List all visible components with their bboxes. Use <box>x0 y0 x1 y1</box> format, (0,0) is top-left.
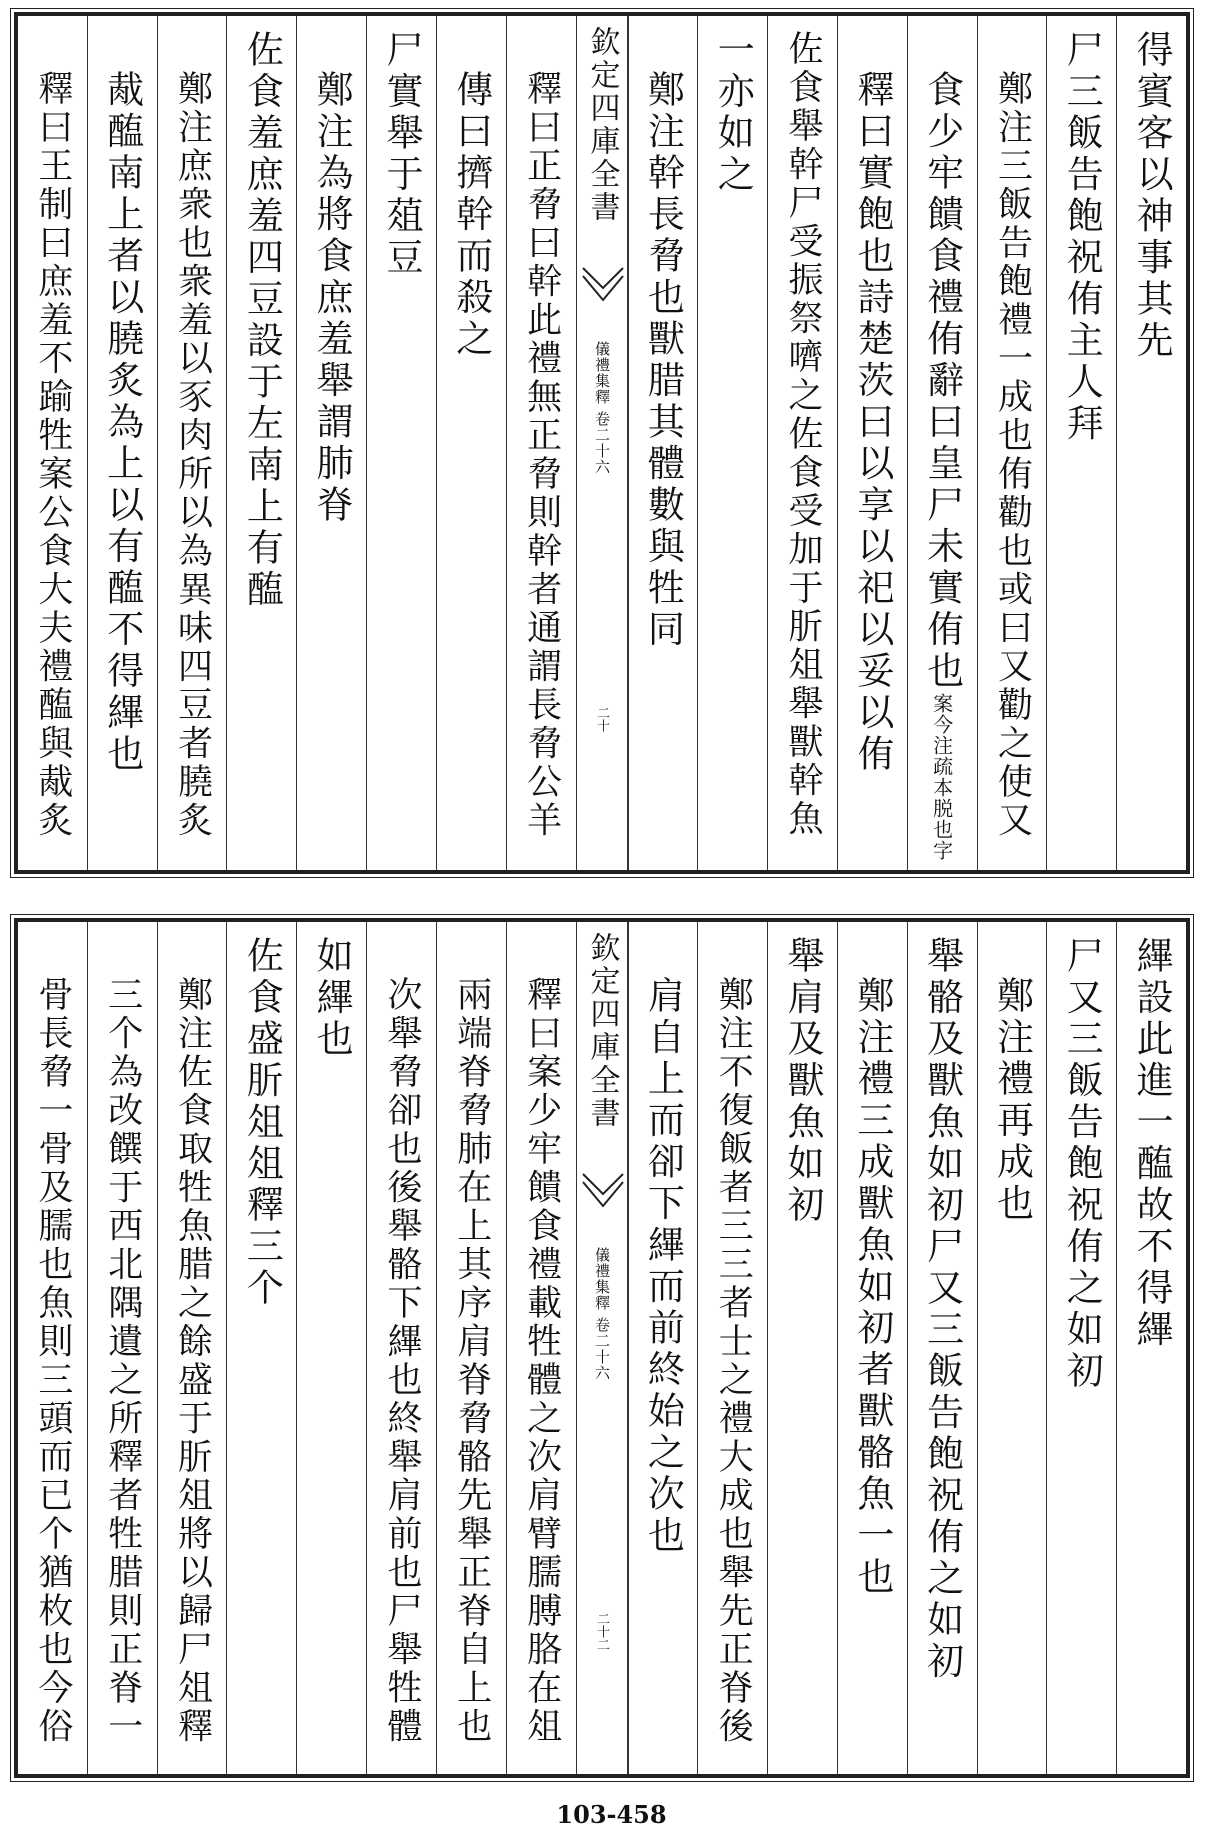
text-column <box>907 16 977 870</box>
folio-number: 二十 <box>594 706 609 732</box>
text-column <box>767 16 837 870</box>
column-main-text: 一亦如之 <box>711 30 755 196</box>
column-text <box>449 70 493 361</box>
column-main-text: 釋曰正脅曰幹此禮無正脅則幹者通謂長脅公羊 <box>521 70 562 840</box>
column-main-text: 鄭注三飯告飽禮一成也侑勸也或曰又勸之使又 <box>992 70 1033 840</box>
column-main-text: 佐食舉幹尸受振祭嚌之佐食受加于肵俎舉獸幹魚 <box>783 30 824 839</box>
lower-text-columns <box>18 922 1186 1774</box>
text-column <box>837 16 907 870</box>
center-margin-column <box>576 922 628 1774</box>
column-main-text: 鄭注不復飯者三三者士之禮大成也舉先正脊後 <box>713 976 754 1746</box>
column-text <box>920 70 964 861</box>
text-column <box>628 16 698 870</box>
column-text <box>310 936 354 1061</box>
text-column <box>977 922 1047 1774</box>
column-text <box>310 70 354 527</box>
text-column <box>366 922 436 1774</box>
column-text <box>850 976 894 1599</box>
column-text <box>992 70 1033 840</box>
column-text <box>240 936 284 1310</box>
column-text <box>711 30 755 196</box>
column-text <box>781 936 825 1227</box>
annotation-note: 案今注疏本脱也字 <box>929 692 954 861</box>
text-column <box>226 16 296 870</box>
column-text <box>379 30 423 279</box>
text-column <box>87 922 157 1774</box>
lower-page-panel <box>14 918 1190 1778</box>
text-column <box>1046 16 1116 870</box>
column-main-text: 尸又三飯告飽祝侑之如初 <box>1060 936 1104 1393</box>
volume-label: 儀禮集釋 卷二十六 <box>593 1247 611 1381</box>
column-main-text: 三个為改饌于西北隅遺之所釋者牲腊則正脊一 <box>102 976 143 1746</box>
column-text <box>641 70 685 651</box>
column-text <box>172 976 213 1746</box>
column-main-text: 食少牢饋食禮侑辭曰皇尸未實侑也 <box>920 70 964 693</box>
column-text <box>102 976 143 1746</box>
upper-page-panel <box>14 12 1190 874</box>
column-main-text: 傳曰擠幹而殺之 <box>449 70 493 361</box>
column-text <box>713 976 754 1746</box>
column-text <box>920 936 964 1683</box>
text-column <box>18 922 87 1774</box>
column-main-text: 鄭注禮再成也 <box>990 976 1034 1225</box>
column-text <box>172 70 213 840</box>
column-text <box>100 70 144 776</box>
column-text <box>1130 30 1174 362</box>
text-column <box>1046 922 1116 1774</box>
text-column <box>296 16 366 870</box>
fish-tail-mark-icon <box>581 1172 625 1212</box>
column-text <box>1130 936 1174 1351</box>
column-text <box>240 30 284 611</box>
column-main-text: 骨長脅一骨及臑也魚則三頭而已个猶枚也今俗 <box>32 976 73 1746</box>
column-text <box>1060 936 1104 1393</box>
upper-text-columns <box>18 16 1186 870</box>
column-main-text: 鄭注佐食取牲魚腊之餘盛于肵俎將以歸尸俎釋 <box>172 976 213 1746</box>
column-main-text: 佐食羞庶羞四豆設于左南上有醢 <box>240 30 284 611</box>
text-column <box>436 16 506 870</box>
text-column <box>837 922 907 1774</box>
text-column <box>977 16 1047 870</box>
column-text <box>381 976 422 1746</box>
folio-number: 二十二 <box>594 1612 609 1651</box>
volume-label: 儀禮集釋 卷二十六 <box>593 341 611 475</box>
column-main-text: 兩端脊脅肺在上其序肩脊脅骼先舉正脊自上也 <box>451 976 492 1746</box>
column-main-text: 鄭注庶衆也衆羞以豕肉所以為異味四豆者膮炙 <box>172 70 213 840</box>
column-text <box>990 976 1034 1225</box>
book-header: 欽定四庫全書 <box>584 932 620 1130</box>
page-number: 103-458 <box>556 1800 667 1829</box>
text-column <box>506 922 576 1774</box>
column-main-text: 縪設此進一醢故不得縪 <box>1130 936 1174 1351</box>
text-column <box>296 922 366 1774</box>
column-main-text: 釋曰王制曰庶羞不踰牲案公食大夫禮醢與胾炙 <box>32 70 73 840</box>
column-main-text: 如縪也 <box>310 936 354 1061</box>
column-text <box>32 976 73 1746</box>
text-column <box>907 922 977 1774</box>
column-main-text: 舉骼及獸魚如初尸又三飯告飽祝侑之如初 <box>920 936 964 1683</box>
column-text <box>641 976 685 1557</box>
text-column <box>157 16 227 870</box>
column-main-text: 肩自上而卻下縪而前終始之次也 <box>641 976 685 1557</box>
text-column <box>226 922 296 1774</box>
column-text <box>521 70 562 840</box>
column-text <box>850 70 894 776</box>
column-text <box>451 976 492 1746</box>
text-column <box>1116 16 1186 870</box>
column-text <box>521 976 562 1746</box>
column-main-text: 鄭注禮三成獸魚如初者獸骼魚一也 <box>850 976 894 1599</box>
column-main-text: 得賓客以神事其先 <box>1130 30 1174 362</box>
text-column <box>436 922 506 1774</box>
text-column <box>18 16 87 870</box>
column-main-text: 尸實舉于葅豆 <box>379 30 423 279</box>
column-main-text: 鄭注幹長脅也獸腊其體數與牲同 <box>641 70 685 651</box>
column-main-text: 鄭注為將食庶羞舉謂肺脊 <box>310 70 354 527</box>
text-column <box>767 922 837 1774</box>
column-text <box>1060 30 1104 445</box>
text-column <box>506 16 576 870</box>
column-main-text: 胾醢南上者以膮炙為上以有醢不得縪也 <box>100 70 144 776</box>
text-column <box>697 16 767 870</box>
column-main-text: 釋曰案少牢饋食禮載牲體之次肩臂臑膊胳在俎 <box>521 976 562 1746</box>
book-header: 欽定四庫全書 <box>584 26 620 224</box>
text-column <box>87 16 157 870</box>
column-main-text: 佐食盛肵俎俎釋三个 <box>240 936 284 1310</box>
center-margin-column <box>576 16 628 870</box>
column-main-text: 尸三飯告飽祝侑主人拜 <box>1060 30 1104 445</box>
text-column <box>1116 922 1186 1774</box>
column-main-text: 舉肩及獸魚如初 <box>781 936 825 1227</box>
column-main-text: 次舉脅卻也後舉骼下縪也終舉肩前也尸舉牲體 <box>381 976 422 1746</box>
fish-tail-mark-icon <box>581 266 625 306</box>
column-text <box>783 30 824 839</box>
text-column <box>366 16 436 870</box>
text-column <box>697 922 767 1774</box>
column-main-text: 釋曰實飽也詩楚茨曰以享以祀以妥以侑 <box>850 70 894 776</box>
text-column <box>157 922 227 1774</box>
text-column <box>628 922 698 1774</box>
column-text <box>32 70 73 840</box>
